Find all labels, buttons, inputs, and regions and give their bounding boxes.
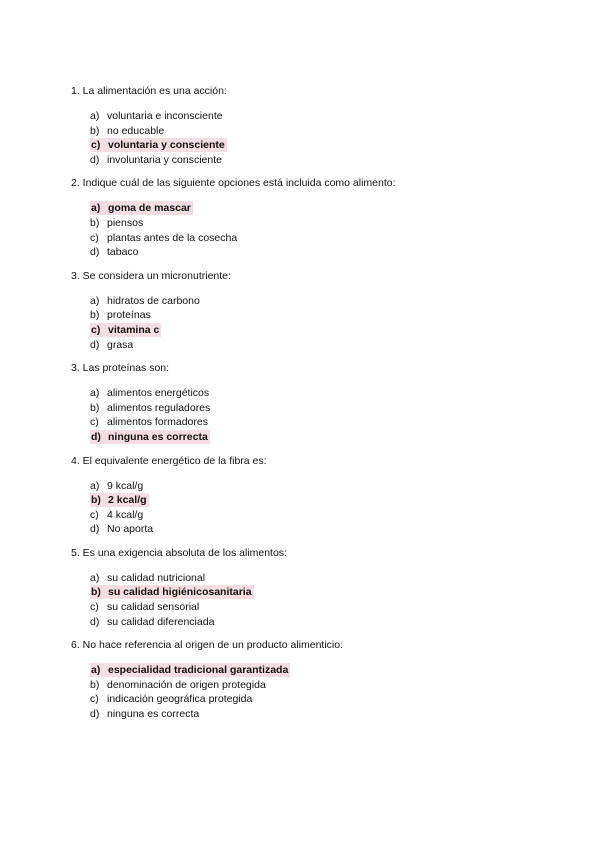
answer-option [90, 508, 551, 523]
option-content [90, 110, 223, 122]
option-content [90, 217, 143, 229]
option-content [90, 430, 210, 444]
option-letter: c) [91, 323, 101, 336]
answer-option [90, 415, 551, 430]
option-letter: b) [90, 309, 100, 322]
option-letter: c) [90, 508, 99, 521]
option-content [90, 601, 199, 613]
option-letter: c) [90, 601, 99, 614]
option-text: 2 kcal/g [108, 494, 147, 507]
option-content [90, 125, 164, 137]
question-block [71, 176, 551, 259]
option-content [90, 295, 200, 307]
option-text: alimentos formadores [107, 416, 208, 429]
option-text: no educable [107, 124, 165, 137]
option-content [90, 138, 227, 152]
answer-option-correct [90, 430, 551, 445]
question-block [71, 269, 551, 352]
question-text: 1. La alimentación es una acción: [71, 85, 227, 97]
option-letter: b) [90, 678, 100, 691]
question-text: 2. Indique cuál de las siguiente opciones está incluida como alimento: [71, 177, 396, 190]
option-letter: b) [91, 586, 101, 599]
answer-option [90, 308, 551, 323]
question-text: 3. Las proteínas son: [71, 362, 170, 375]
answer-options [71, 294, 551, 352]
option-text: indicación geográfica protegida [107, 693, 253, 706]
option-text: ninguna es correcta [107, 708, 200, 721]
option-text: goma de mascar [108, 202, 191, 215]
option-text: denominación de origen protegida [107, 678, 266, 691]
answer-option [90, 678, 551, 693]
option-letter: d) [90, 153, 100, 166]
option-text: plantas antes de la cosecha [107, 231, 238, 244]
answer-option [90, 522, 551, 537]
option-content [90, 663, 290, 677]
option-letter: d) [91, 430, 101, 443]
option-text: su calidad nutricional [107, 571, 206, 584]
option-letter: d) [90, 615, 100, 628]
answer-options [71, 386, 551, 444]
option-text: su calidad sensorial [107, 601, 200, 614]
answer-option-correct [90, 323, 551, 338]
option-content [90, 309, 151, 321]
option-text: su calidad diferenciada [107, 615, 215, 628]
option-content [90, 232, 237, 244]
answer-option [90, 216, 551, 231]
option-content [90, 387, 209, 399]
option-text: involuntaria y consciente [107, 153, 222, 166]
question-text: 6. No hace referencia al origen de un producto alimenticio: [71, 639, 343, 652]
answer-options [71, 479, 551, 537]
option-text: ninguna es correcta [108, 430, 208, 443]
option-letter: b) [90, 401, 100, 414]
answer-option [90, 600, 551, 615]
option-text: piensos [107, 216, 144, 229]
option-content [90, 572, 205, 584]
answer-option-correct [90, 201, 551, 216]
option-text: hidratos de carbono [107, 294, 200, 307]
question-block [71, 361, 551, 444]
option-content [90, 708, 199, 720]
question-block [71, 638, 551, 721]
option-letter: a) [91, 202, 101, 215]
option-content [90, 323, 161, 337]
answer-option [90, 692, 551, 707]
option-letter: a) [90, 479, 100, 492]
option-letter: d) [90, 246, 100, 259]
answer-option [90, 124, 551, 139]
option-letter: c) [90, 693, 99, 706]
answer-options [71, 663, 551, 721]
option-letter: d) [90, 708, 100, 721]
option-content [90, 679, 266, 691]
answer-option-correct [90, 585, 551, 600]
answer-option [90, 109, 551, 124]
option-letter: a) [90, 387, 100, 400]
answer-option [90, 231, 551, 246]
option-content [90, 480, 143, 492]
option-letter: c) [91, 139, 101, 152]
option-text: 9 kcal/g [107, 479, 144, 492]
option-letter: a) [90, 110, 100, 122]
answer-options [71, 109, 551, 167]
option-text: voluntaria e inconsciente [107, 110, 223, 122]
option-letter: a) [91, 664, 101, 677]
option-content [90, 339, 133, 351]
option-content [90, 416, 208, 428]
quiz-page [71, 84, 551, 731]
option-letter: d) [90, 338, 100, 351]
option-content [90, 246, 139, 258]
option-text: su calidad higiénicosanitaria [108, 586, 252, 599]
option-letter: a) [90, 571, 100, 584]
option-content [90, 402, 210, 414]
option-letter: a) [90, 294, 100, 307]
question-text: 3. Se considera un micronutriente: [71, 269, 231, 282]
answer-option [90, 571, 551, 586]
option-text: alimentos reguladores [107, 401, 211, 414]
answer-option [90, 338, 551, 353]
answer-option [90, 479, 551, 494]
option-letter: b) [91, 494, 101, 507]
option-text: vitamina c [108, 323, 160, 336]
answer-options [71, 571, 551, 629]
question-block [71, 84, 551, 167]
answer-option [90, 707, 551, 722]
option-content [90, 693, 252, 705]
option-content [90, 154, 222, 166]
answer-option-correct [90, 493, 551, 508]
answer-option [90, 153, 551, 168]
option-content [90, 493, 149, 507]
option-text: grasa [107, 338, 134, 351]
answer-option [90, 386, 551, 401]
answer-option-correct [90, 663, 551, 678]
option-text: voluntaria y consciente [108, 139, 225, 152]
answer-option [90, 294, 551, 309]
answer-options [71, 201, 551, 259]
option-content [90, 523, 153, 535]
answer-option [90, 615, 551, 630]
option-content [90, 201, 193, 215]
answer-option [90, 245, 551, 260]
question-block [71, 546, 551, 629]
option-letter: c) [90, 231, 99, 244]
option-text: especialidad tradicional garantizada [108, 664, 289, 677]
option-content [90, 585, 254, 599]
question-text: 5. Es una exigencia absoluta de los alimentos: [71, 546, 287, 559]
option-text: No aporta [107, 523, 154, 536]
option-text: proteínas [107, 309, 151, 322]
question-text: 4. El equivalente energético de la fibra es: [71, 454, 267, 467]
option-content [90, 616, 214, 628]
option-letter: c) [90, 416, 99, 429]
option-text: 4 kcal/g [107, 508, 144, 521]
question-block [71, 454, 551, 537]
option-letter: b) [90, 124, 100, 137]
option-content [90, 509, 143, 521]
option-text: tabaco [107, 246, 139, 259]
answer-option-correct [90, 138, 551, 153]
option-letter: b) [90, 216, 100, 229]
option-letter: d) [90, 523, 100, 536]
option-text: alimentos energéticos [107, 387, 210, 400]
answer-option [90, 401, 551, 416]
